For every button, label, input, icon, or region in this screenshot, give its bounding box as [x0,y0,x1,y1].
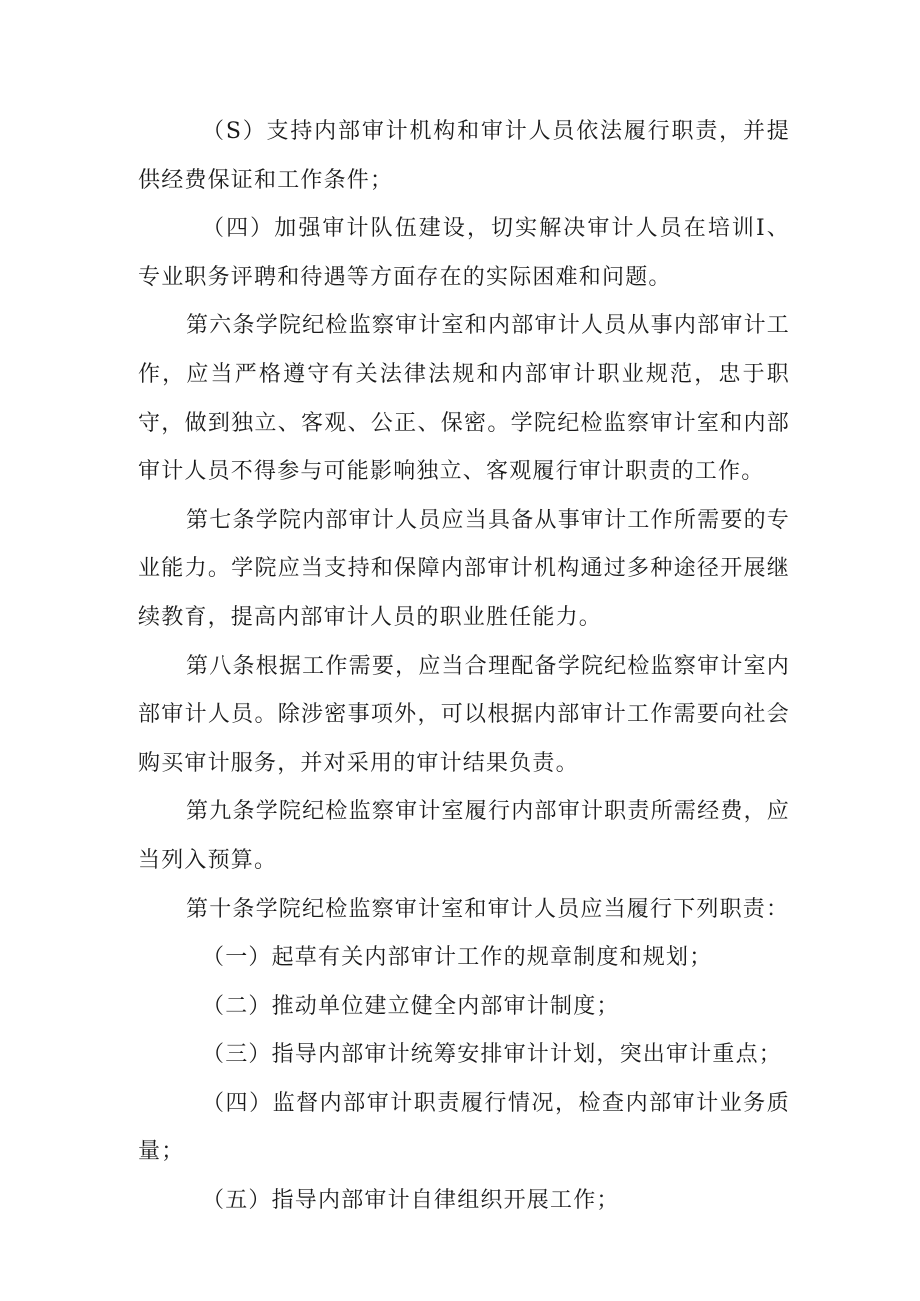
duty-item-3: （三）指导内部审计统筹安排审计计划，突出审计重点； [202,1042,783,1068]
paragraph-article-8: 第八条根据工作需要，应当合理配备学院纪检监察审计室内部审计人员。除涉密事项外，可以根据内部审计工作需要向社会购买审计服务，并对采用的审计结果负责。 [138,653,790,776]
duty-item-1: （一）起草有关内部审计工作的规章制度和规划； [202,945,713,971]
paragraph-article-7: 第七条学院内部审计人员应当具备从事审计工作所需要的专业能力。学院应当支持和保障内部审计机构通过多种途径开展继续教育，提高内部审计人员的职业胜任能力。 [138,507,790,630]
paragraph-article-6: 第六条学院纪检监察审计室和内部审计人员从事内部审计工作，应当严格遵守有关法律法规和内部审计职业规范，忠于职守，做到独立、客观、公正、保密。学院纪检监察审计室和内部审计人员不得参与可能影响独立、客观履行审计职责的工作。 [138,313,790,485]
paragraph-item-4: （四）加强审计队伍建设，切实解决审计人员在培训I、专业职务评聘和待遇等方面存在的实际困难和问题。 [138,216,790,290]
duty-item-5: （五）指导内部审计自律组织开展工作； [202,1188,620,1214]
paragraph-item-3: （S）支持内部审计机构和审计人员依法履行职责，并提供经费保证和工作条件； [138,119,790,193]
document-body [138,108,790,1226]
paragraph-article-9: 第九条学院纪检监察审计室履行内部审计职责所需经费，应当列入预算。 [138,799,790,873]
paragraph-article-10: 第十条学院纪检监察审计室和审计人员应当履行下列职责： [186,896,790,922]
duty-item-4: （四）监督内部审计职责履行情况，检查内部审计业务质量； [138,1090,790,1165]
duty-item-2: （二）推动单位建立健全内部审计制度； [202,993,620,1019]
